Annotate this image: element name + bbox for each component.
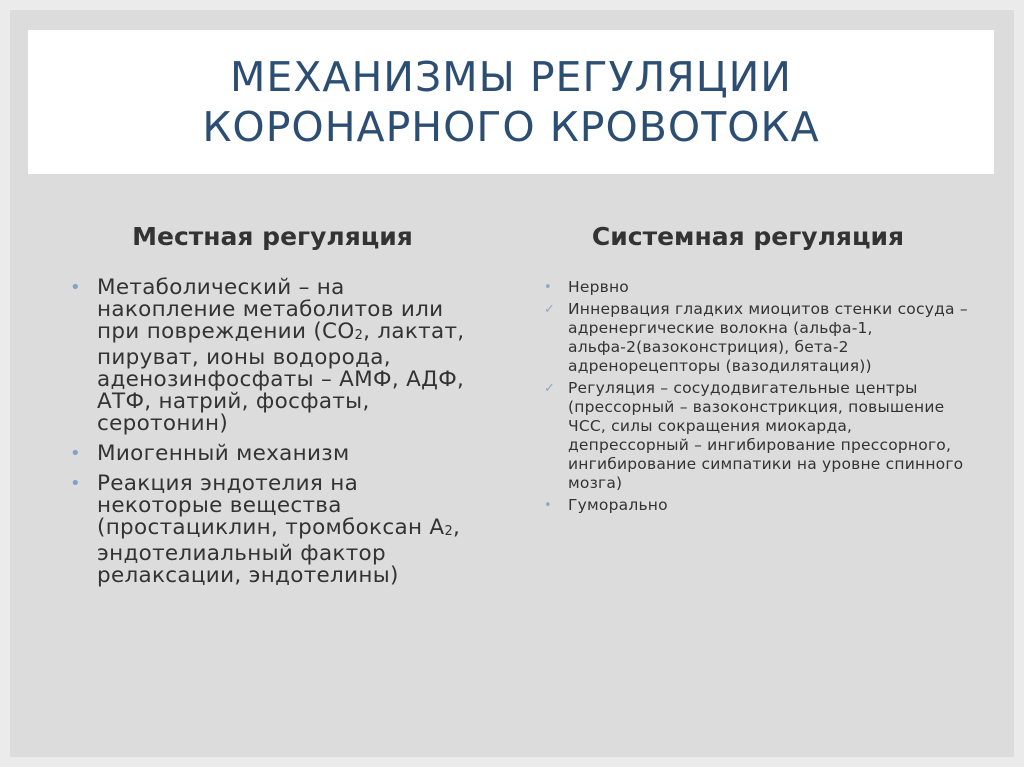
list-item-text-cont: , лактат, пируват, ионы водорода, аденозинфосфаты – АМФ, АДФ, АТФ, натрий, фосфаты, серотонин) [97,319,465,436]
list-item-text-cont: , эндотелиальный фактор релаксации, эндотелины) [97,515,461,588]
bullet-icon: • [70,473,81,494]
slide-title [28,52,994,152]
bullet-icon: • [70,277,81,298]
list-item-text: Регуляция – сосудодвигательные центры (прессорный – вазоконстрикция, повышение ЧСС, силы сокращения миокарда, депрессорный – ингибирование прессорного, ингибирование симпатики на уровне спинного мозга) [568,379,964,492]
subscript: 2 [354,328,364,343]
bullet-icon: • [544,280,552,295]
list-item [70,473,490,587]
bullet-icon: • [70,443,81,464]
list-item-text: Реакция эндотелия на некоторые вещества (простациклин, тромбоксан А [97,471,445,540]
title-band [28,30,994,174]
title-line-1: МЕХАНИЗМЫ РЕГУЛЯЦИИ [230,53,792,101]
bullet-icon: • [544,498,552,513]
list-item [544,496,974,515]
local-regulation-list [70,277,490,595]
list-item [70,443,490,465]
list-item [544,300,974,376]
systemic-regulation-list [544,278,974,518]
title-line-2: КОРОНАРНОГО КРОВОТОКА [202,103,820,151]
list-item-text: Миогенный механизм [97,441,350,466]
list-item-text: Метаболический – на накопление метаболитов или при повреждении (CO [97,275,444,344]
list-item [544,278,974,297]
list-item-text: Нервно [568,278,629,296]
list-item-text: Гуморально [568,496,668,514]
list-item [544,379,974,493]
subscript: 2 [444,524,453,539]
list-item [70,277,490,435]
checkmark-icon: ✓ [544,302,556,317]
right-column-heading: Системная регуляция [591,222,905,251]
left-column-heading: Местная регуляция [132,222,413,251]
checkmark-icon: ✓ [544,381,556,396]
list-item-text: Иннервация гладких миоцитов стенки сосуда – адренергические волокна (альфа-1, альфа-2(вазоконстриция), бета-2 адренорецепторы (вазодилятация)) [568,300,968,375]
